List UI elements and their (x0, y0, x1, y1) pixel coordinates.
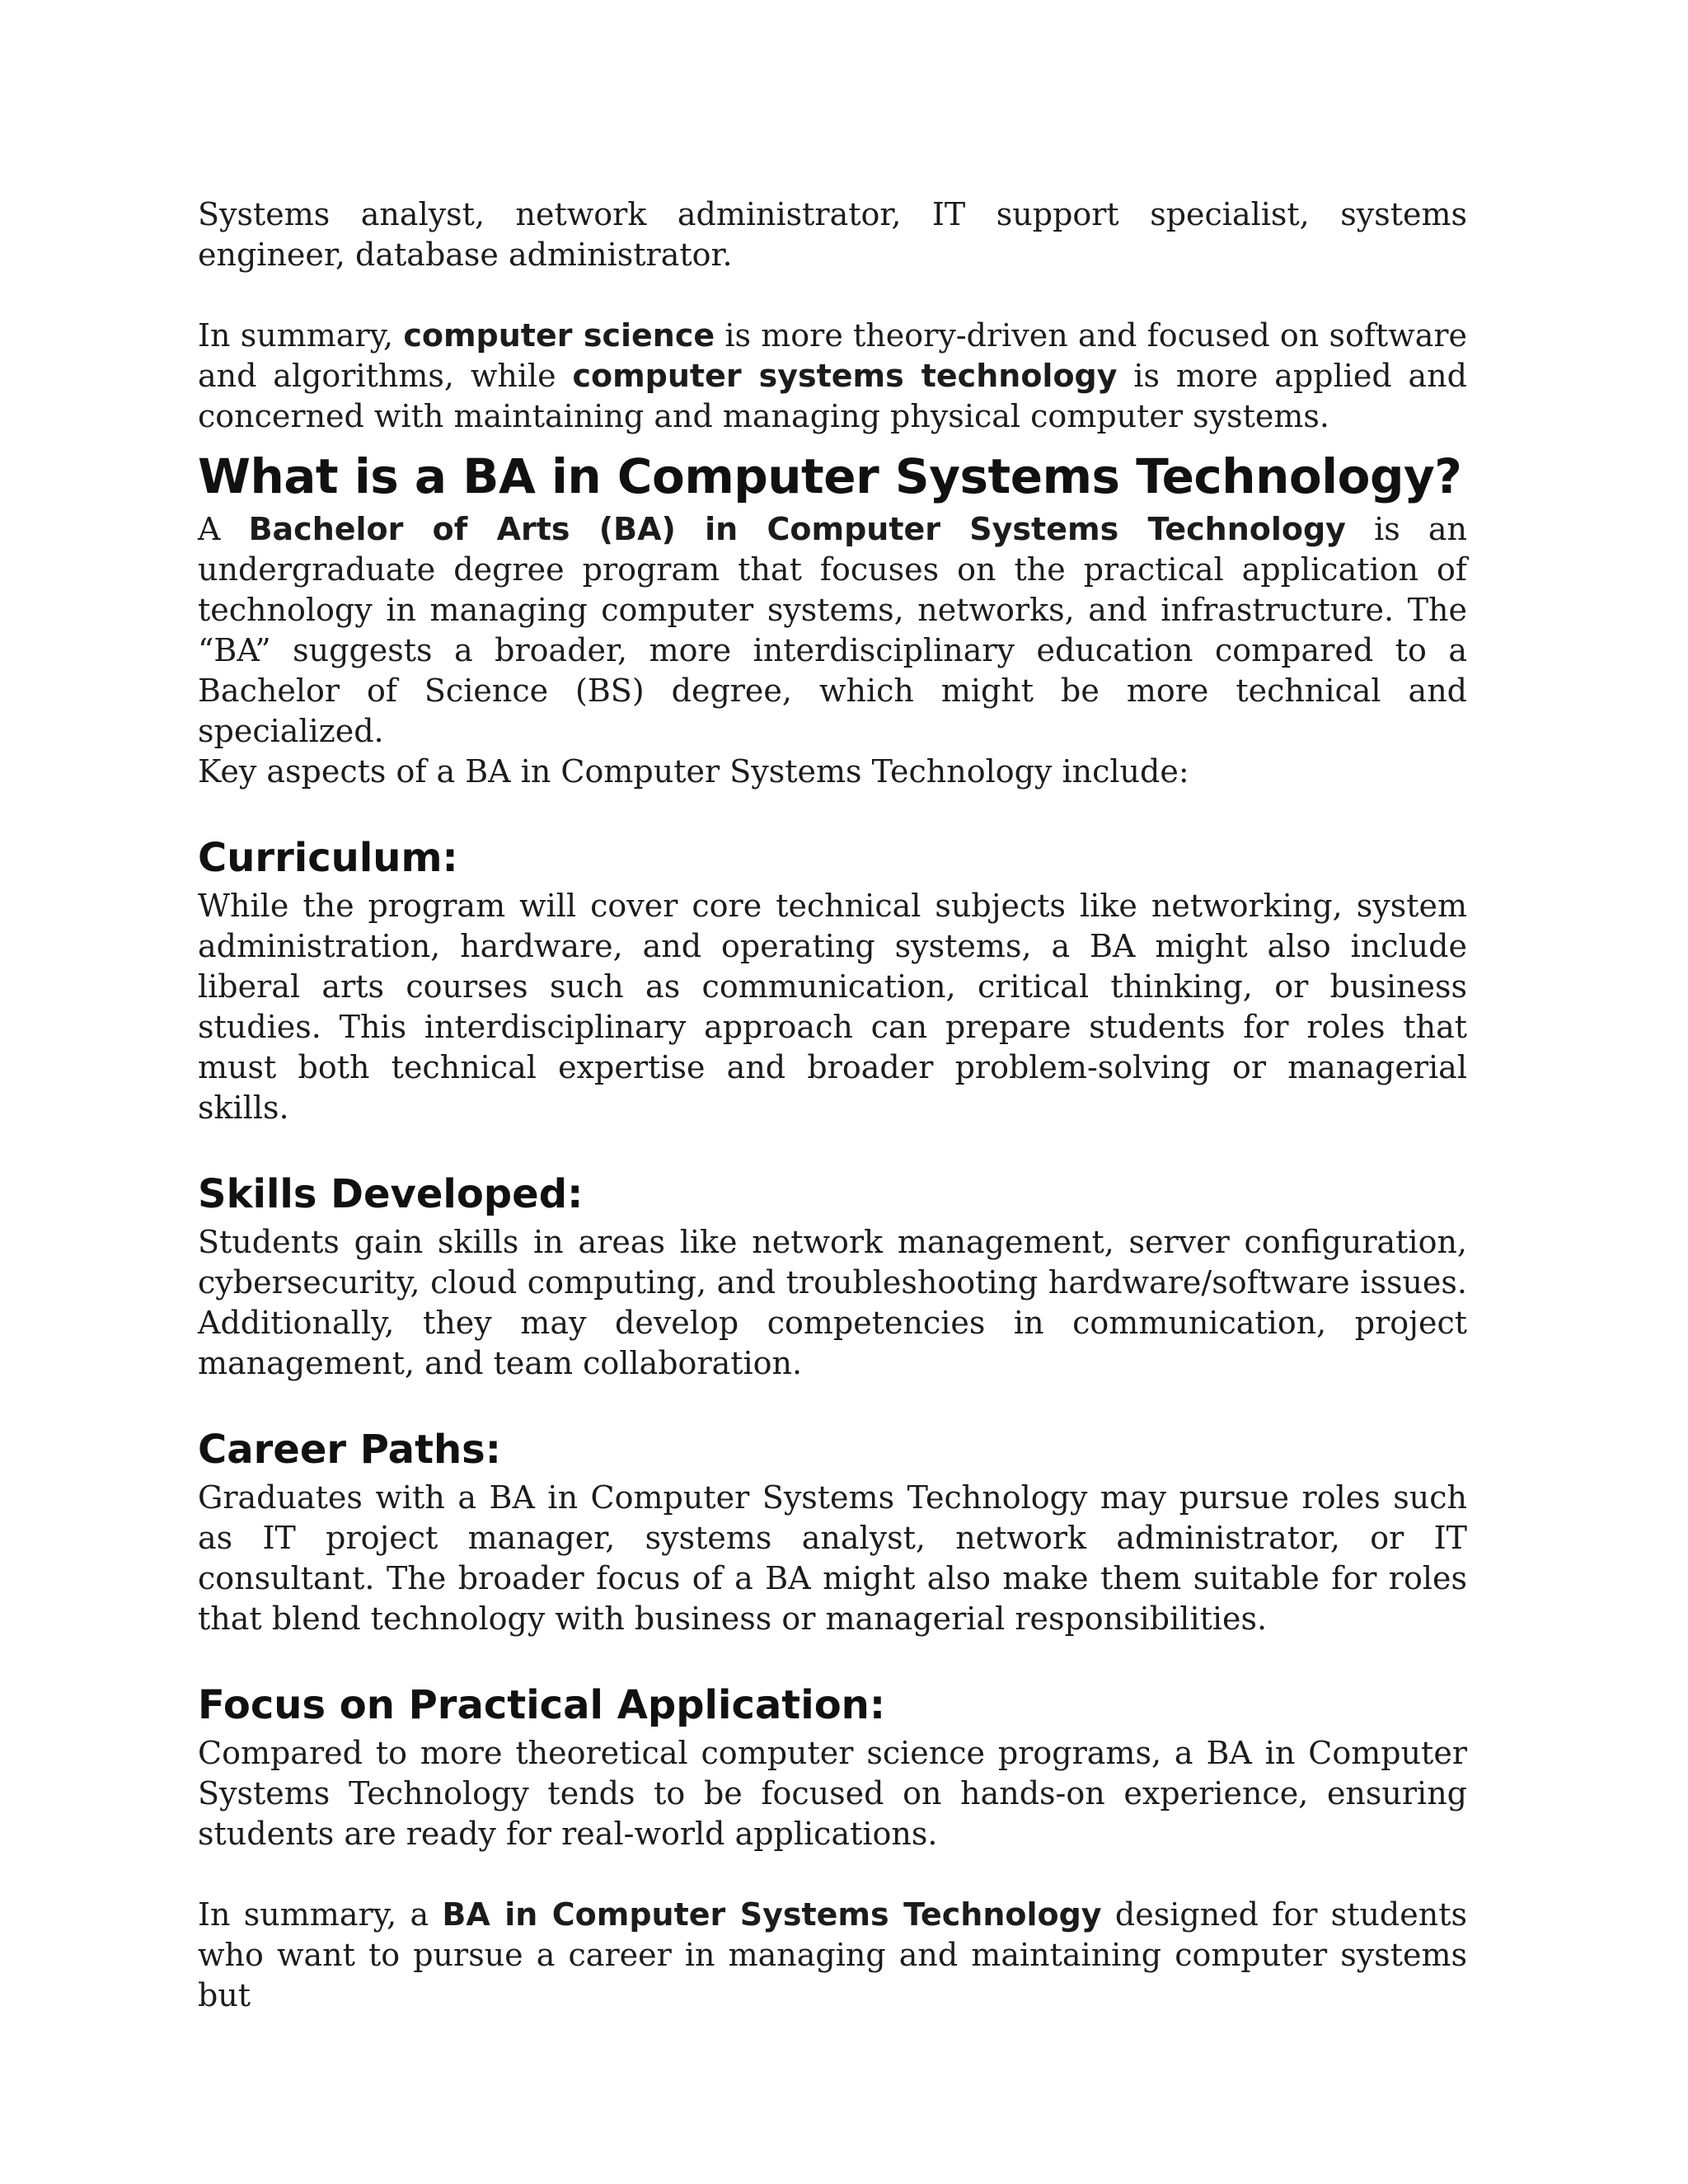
skills-heading: Skills Developed: (198, 1171, 584, 1217)
career-paths-heading: Career Paths: (198, 1427, 501, 1473)
closing-paragraph (198, 1895, 1467, 2016)
summary-mid: is more theory-driven and focused on software and algorithms, while (198, 317, 1468, 394)
closing-term: BA in Computer Systems Technology (442, 1896, 1102, 1933)
careers-paragraph: Systems analyst, network administrator, IT support specialist, systems engineer, database administrator. (198, 196, 1467, 273)
curriculum-body: While the program will cover core technical subjects like networking, system administration, hardware, and operating systems, a BA might also include liberal arts courses such as communication, critical thinking, or business studies. This interdisciplinary approach can prepare students for roles that must both technical expertise and broader problem-solving or managerial skills. (198, 888, 1467, 1126)
summary-term-computer-science: computer science (403, 317, 715, 354)
summary-paragraph (198, 316, 1467, 437)
summary-post: is more applied and concerned with maintaining and managing physical computer systems. (198, 358, 1467, 434)
ba-lead-pre: A (198, 511, 249, 547)
closing-pre: In summary, a (198, 1896, 443, 1933)
ba-heading: What is a BA in Computer Systems Technology? (198, 448, 1462, 504)
practical-application-heading: Focus on Practical Application: (198, 1682, 886, 1728)
key-aspects-line: Key aspects of a BA in Computer Systems Technology include: (198, 753, 1189, 790)
ba-lead-term: Bachelor of Arts (BA) in Computer Systems Technology (248, 511, 1346, 547)
ba-lead-paragraph (198, 509, 1467, 752)
closing-post: designed for students who want to pursue a career in managing and maintaining computer systems but (198, 1896, 1467, 2013)
skills-body: Students gain skills in areas like network management, server configuration, cybersecurity, cloud computing, and troubleshooting hardware/software issues. Additionally, they may develop competencies in communication, project management, and team collaboration. (198, 1224, 1467, 1381)
ba-lead-post: is an undergraduate degree program that focuses on the practical application of technology in managing computer systems, networks, and infrastructure. The “BA” suggests a broader, more interdisciplinary education compared to a Bachelor of Science (BS) degree, which might be more technical and specialized. (198, 511, 1467, 749)
document-page (198, 194, 1467, 2016)
curriculum-heading: Curriculum: (198, 835, 458, 881)
summary-term-computer-systems-technology: computer systems technology (572, 358, 1118, 394)
practical-application-body: Compared to more theoretical computer science programs, a BA in Computer Systems Technology tends to be focused on hands-on experience, ensuring students are ready for real-world applications. (198, 1735, 1467, 1852)
summary-pre: In summary, (198, 317, 404, 354)
career-paths-body: Graduates with a BA in Computer Systems Technology may pursue roles such as IT project manager, systems analyst, network administrator, or IT consultant. The broader focus of a BA might also make them suitable for roles that blend technology with business or managerial responsibilities. (198, 1479, 1467, 1637)
